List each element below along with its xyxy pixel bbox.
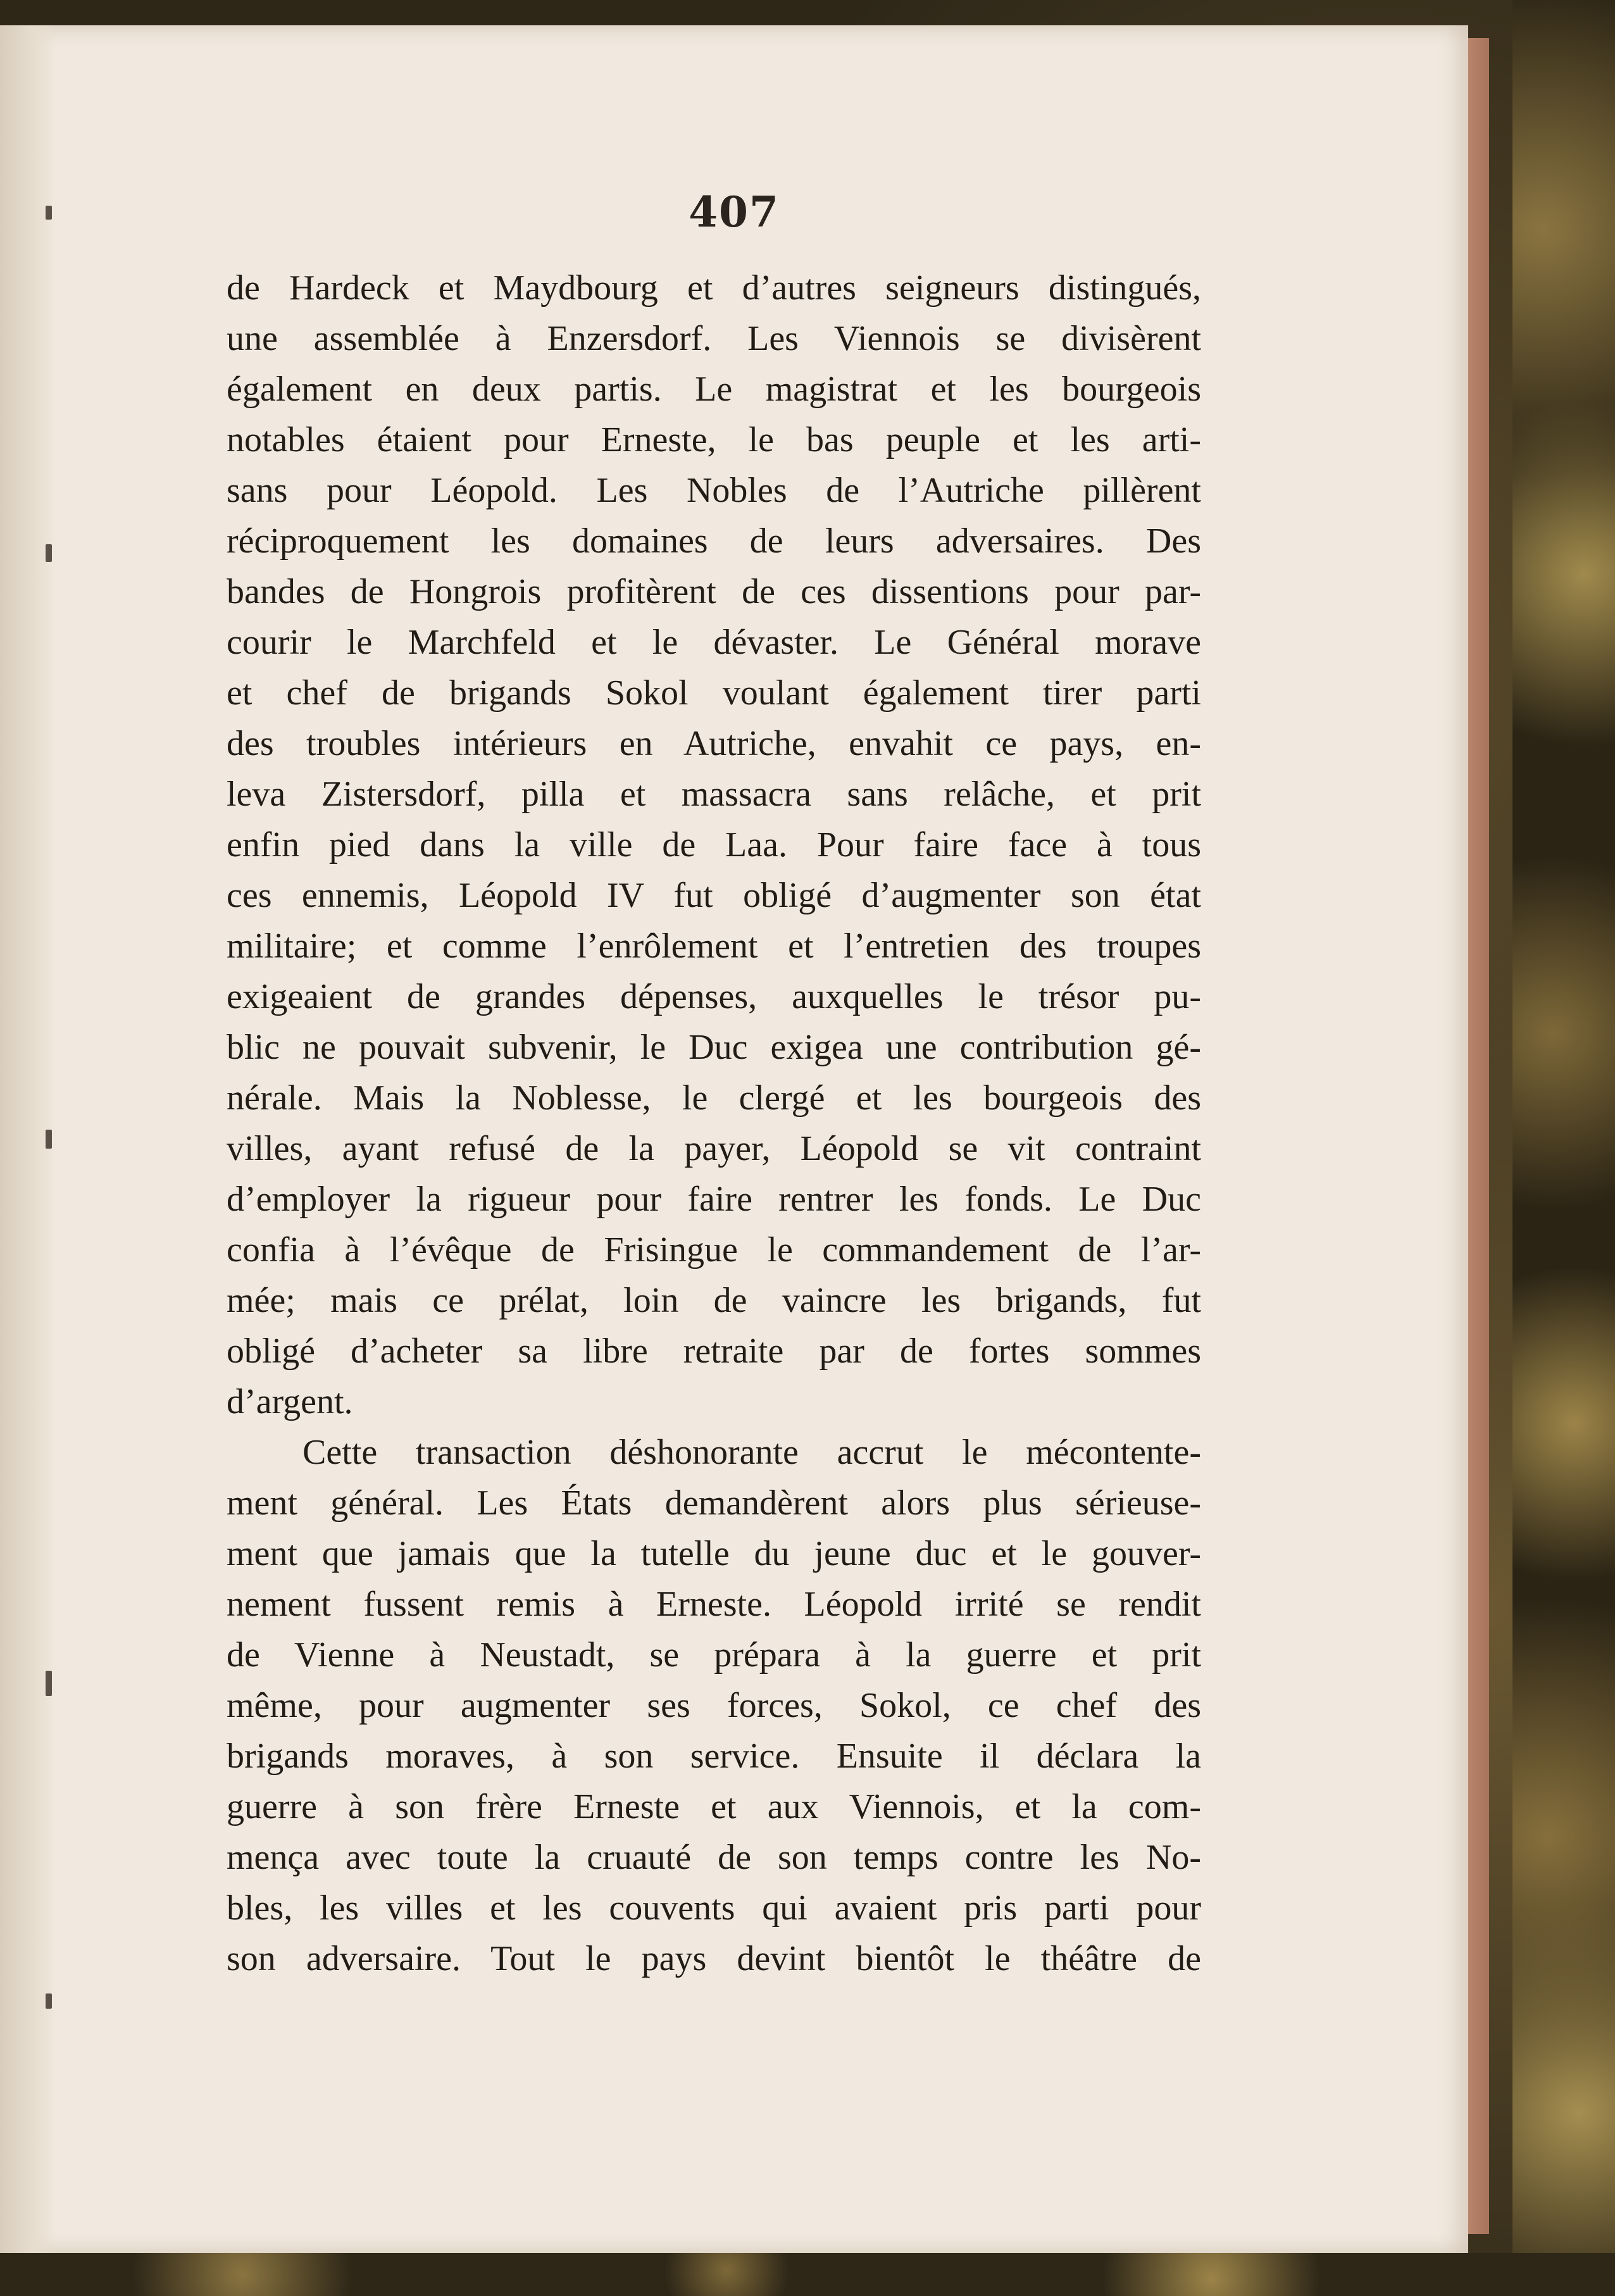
margin-mark: [46, 1671, 52, 1696]
text-line: d’argent.: [227, 1382, 353, 1421]
paragraph-start: Cette transaction déshonorante accrut le mécontente-: [302, 1433, 1201, 1472]
text-line: une assemblée à Enzersdorf. Les Viennois se divisèrent: [227, 319, 1201, 358]
text-line: et chef de brigands Sokol voulant également tirer parti: [227, 673, 1201, 713]
text-line: guerre à son frère Erneste et aux Viennois, et la com-: [227, 1787, 1201, 1826]
text-line: réciproquement les domaines de leurs adversaires. Des: [227, 521, 1201, 561]
text-line: ces ennemis, Léopold IV fut obligé d’augmenter son état: [227, 876, 1201, 915]
text-line: mée; mais ce prélat, loin de vaincre les brigands, fut: [227, 1281, 1201, 1320]
text-line: sans pour Léopold. Les Nobles de l’Autriche pillèrent: [227, 471, 1201, 510]
text-line: confia à l’évêque de Frisingue le commandement de l’ar-: [227, 1230, 1201, 1270]
text-line: blic ne pouvait subvenir, le Duc exigea une contribution gé-: [227, 1028, 1201, 1067]
text-line: également en deux partis. Le magistrat et les bourgeois: [227, 370, 1201, 409]
text-line: enfin pied dans la ville de Laa. Pour faire face à tous: [227, 825, 1201, 864]
text-line: ment général. Les États demandèrent alors plus sérieuse-: [227, 1483, 1201, 1523]
text-line: nement fussent remis à Erneste. Léopold irrité se rendit: [227, 1585, 1201, 1624]
text-line: villes, ayant refusé de la payer, Léopold se vit contraint: [227, 1129, 1201, 1168]
text-line: d’employer la rigueur pour faire rentrer les fonds. Le Duc: [227, 1180, 1201, 1219]
text-line: des troubles intérieurs en Autriche, envahit ce pays, en-: [227, 724, 1201, 763]
body-text: [227, 263, 1201, 1984]
margin-mark: [46, 544, 52, 562]
text-line: militaire; et comme l’enrôlement et l’entretien des troupes: [227, 927, 1201, 966]
text-line: exigeaient de grandes dépenses, auxquelles le trésor pu-: [227, 977, 1201, 1016]
text-line: courir le Marchfeld et le dévaster. Le Général morave: [227, 623, 1201, 662]
text-line: bles, les villes et les couvents qui avaient pris parti pour: [227, 1888, 1201, 1928]
text-line: brigands moraves, à son service. Ensuite il déclara la: [227, 1737, 1201, 1776]
marbled-cover-bottom: [0, 2253, 1615, 2296]
marbled-cover-edge: [1512, 0, 1615, 2296]
text-line: obligé d’acheter sa libre retraite par de fortes sommes: [227, 1332, 1201, 1371]
text-line: mença avec toute la cruauté de son temps contre les No-: [227, 1838, 1201, 1877]
text-line: de Vienne à Neustadt, se prépara à la guerre et prit: [227, 1635, 1201, 1675]
text-line: nérale. Mais la Noblesse, le clergé et les bourgeois des: [227, 1078, 1201, 1118]
text-line: notables étaient pour Erneste, le bas peuple et les arti-: [227, 420, 1201, 459]
text-line: son adversaire. Tout le pays devint bientôt le théâtre de: [227, 1939, 1201, 1978]
text-line: même, pour augmenter ses forces, Sokol, ce chef des: [227, 1686, 1201, 1725]
text-line: ment que jamais que la tutelle du jeune duc et le gouver-: [227, 1534, 1201, 1573]
text-line: de Hardeck et Maydbourg et d’autres seigneurs distingués,: [227, 268, 1201, 308]
text-line: leva Zistersdorf, pilla et massacra sans relâche, et prit: [227, 775, 1201, 814]
page-number: 407: [689, 187, 780, 237]
text-line: bandes de Hongrois profitèrent de ces dissentions pour par-: [227, 572, 1201, 611]
margin-mark: [46, 1130, 52, 1149]
margin-mark: [46, 1993, 52, 2009]
